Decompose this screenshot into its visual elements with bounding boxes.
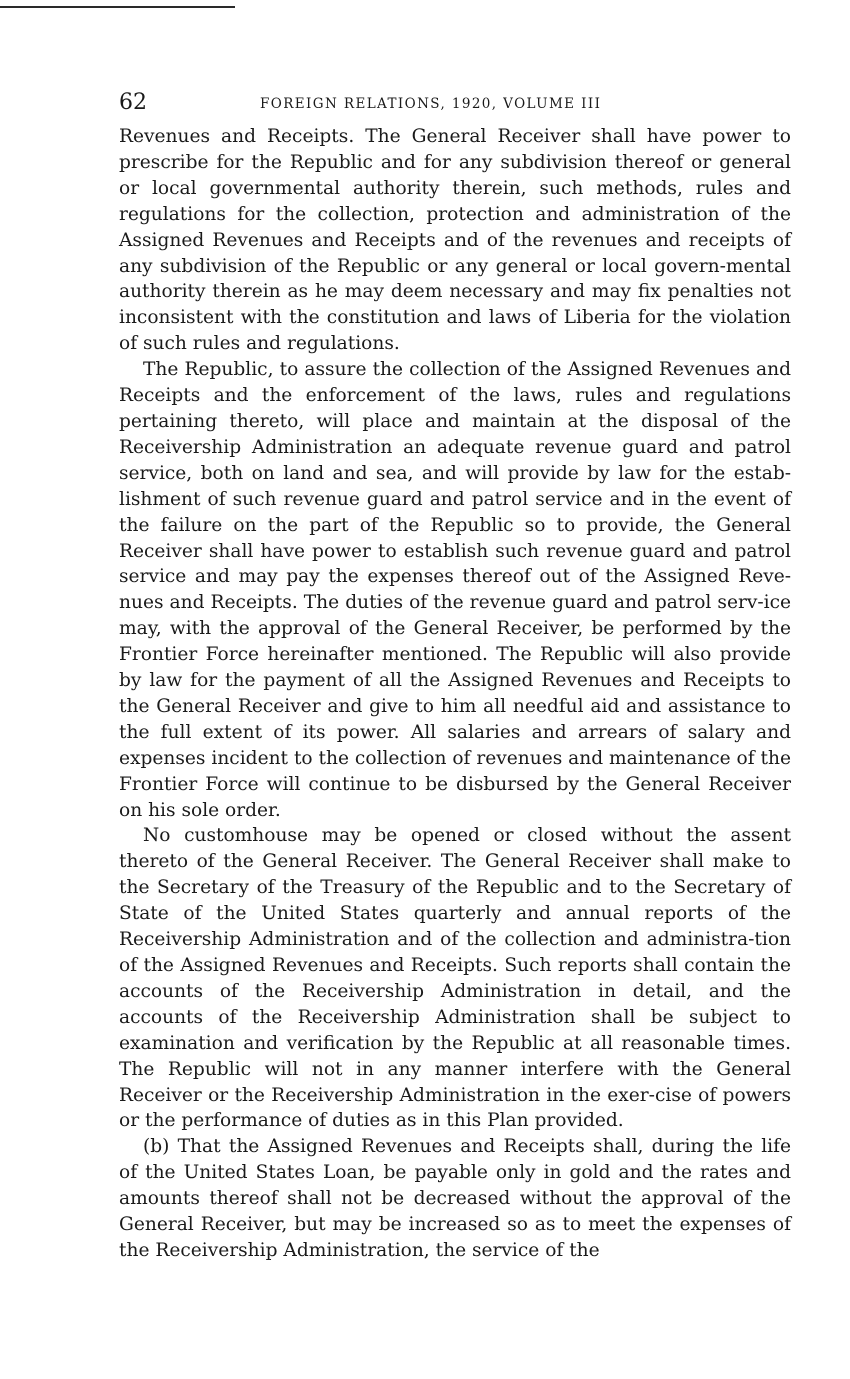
page-number: 62 bbox=[119, 90, 147, 115]
page-header bbox=[119, 88, 791, 124]
running-head: FOREIGN RELATIONS, 1920, VOLUME III bbox=[260, 96, 602, 112]
paragraph-customhouse: No customhouse may be opened or closed without the assent thereto of the General Receiver. The General Receiver shall make to the Secretary of the Treasury of the Republic and to the Secretary of State of the United States quarterly and annual reports of the Receivership Administration and of the collection and administra-tion of the Assigned Revenues and Receipts. Such reports shall contain the accounts of the Receivership Administration in detail, and the accounts of the Receivership Administration shall be subject to examination and verification by the Republic at all reasonable times. The Republic will not in any manner interfere with the General Receiver or the Receivership Administration in the exer-cise of powers or the performance of duties as in this Plan provided. bbox=[119, 825, 791, 1132]
paragraph-revenue-guard: The Republic, to assure the collection of the Assigned Revenues and Receipts and the enforcement of the laws, rules and regulations pertaining thereto, will place and maintain at the disposal of the Receivership Administration an adequate revenue guard and patrol service, both on land and sea, and will provide by law for the estab-lishment of such revenue guard and patrol service and in the event of the failure on the part of the Republic so to provide, the General Receiver shall have power to establish such revenue guard and patrol service and may pay the expenses thereof out of the Assigned Reve-nues and Receipts. The duties of the revenue guard and patrol serv-ice may, with the approval of the General Receiver, be performed by the Frontier Force hereinafter mentioned. The Republic will also provide by law for the payment of all the Assigned Revenues and Receipts to the General Receiver and give to him all needful aid and assistance to the full extent of its power. All salaries and arrears of salary and expenses incident to the collection of revenues and maintenance of the Frontier Force will continue to be disbursed by the General Receiver on his sole order. bbox=[119, 359, 791, 821]
top-rule bbox=[0, 6, 235, 8]
paragraph-continued: Revenues and Receipts. The General Receiver shall have power to prescribe for the Republic and for any subdivision thereof or general or local governmental authority therein, such methods, rules and regulations for the collection, protection and administration of the Assigned Revenues and Receipts and of the revenues and receipts of any subdivision of the Republic or any general or local govern-mental authority therein as he may deem necessary and may fix penalties not inconsistent with the constitution and laws of Liberia for the violation of such rules and regulations. bbox=[119, 126, 791, 355]
document-page bbox=[119, 88, 791, 1264]
body-text bbox=[119, 124, 791, 1264]
paragraph-b-gold-payment: (b) That the Assigned Revenues and Receipts shall, during the life of the United States Loan, be payable only in gold and the rates and amounts thereof shall not be decreased without the approval of the General Receiver, but may be increased so as to meet the expenses of the Receivership Administration, the service of the bbox=[119, 1136, 791, 1261]
